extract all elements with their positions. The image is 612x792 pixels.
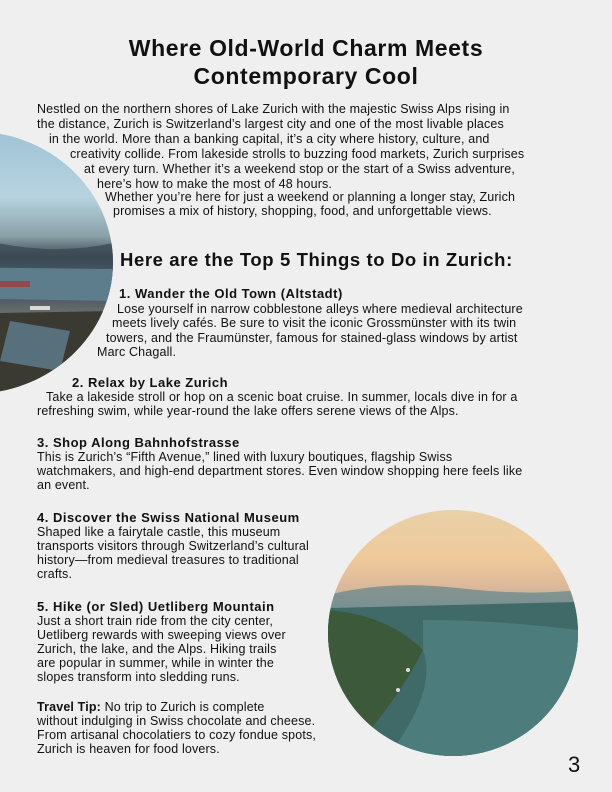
intro-line: Whether you’re here for just a weekend or planning a longer stay, Zurich bbox=[105, 190, 516, 204]
item-heading: 1. Wander the Old Town (Altstadt) bbox=[119, 286, 343, 301]
tip-label: Travel Tip: bbox=[37, 700, 101, 714]
item-line: This is Zurich’s “Fifth Avenue,” lined with luxury boutiques, flagship Swiss bbox=[37, 450, 453, 464]
intro-line: here’s how to make the most of 48 hours. bbox=[97, 177, 333, 191]
intro-line: at every turn. Whether it’s a weekend stop or the start of a Swiss adventure, bbox=[84, 162, 515, 176]
intro-line: creativity collide. From lakeside strolls to buzzing food markets, Zurich surprises bbox=[70, 147, 525, 161]
tip-line: Zurich is heaven for food lovers. bbox=[37, 742, 220, 756]
page-title bbox=[0, 34, 612, 90]
item-line: Lose yourself in narrow cobblestone alleys where medieval architecture bbox=[117, 302, 523, 316]
tip-line: without indulging in Swiss chocolate and cheese. bbox=[37, 714, 316, 728]
intro-line: the distance, Zurich is Switzerland’s largest city and one of the most livable places bbox=[37, 117, 504, 131]
item-line: Shaped like a fairytale castle, this museum bbox=[37, 525, 281, 539]
item-line: meets lively cafés. Be sure to visit the iconic Grossmünster with its twin bbox=[112, 316, 517, 330]
item-line: are popular in summer, while in winter the bbox=[37, 656, 274, 670]
photo-right-art bbox=[328, 510, 578, 756]
item-line: watchmakers, and high-end department stores. Even window shopping here feels like bbox=[37, 464, 523, 478]
intro-line: in the world. More than a banking capital, it’s a city where history, culture, and bbox=[49, 132, 490, 146]
title-line-2: Contemporary Cool bbox=[193, 63, 419, 89]
tip-first-text: No trip to Zurich is complete bbox=[100, 700, 265, 714]
item-line: Zurich, the lake, and the Alps. Hiking trails bbox=[37, 642, 277, 656]
item-line: refreshing swim, while year-round the lake offers serene views of the Alps. bbox=[37, 404, 459, 418]
item-line: slopes transform into sledding runs. bbox=[37, 670, 240, 684]
item-heading: 2. Relax by Lake Zurich bbox=[72, 375, 229, 390]
zurich-sunset-aerial-photo-right bbox=[328, 510, 578, 756]
item-heading: 5. Hike (or Sled) Uetliberg Mountain bbox=[37, 599, 275, 614]
intro-line: promises a mix of history, shopping, food, and unforgettable views. bbox=[113, 204, 492, 218]
title-line-1: Where Old-World Charm Meets bbox=[128, 35, 484, 61]
item-line: history—from medieval treasures to traditional bbox=[37, 553, 299, 567]
section-heading: Here are the Top 5 Things to Do in Zurich: bbox=[120, 249, 513, 270]
item-line: Marc Chagall. bbox=[97, 345, 177, 359]
tip-line: From artisanal chocolatiers to cozy fondue spots, bbox=[37, 728, 317, 742]
item-line: towers, and the Fraumünster, famous for stained-glass windows by artist bbox=[106, 331, 518, 345]
item-line: Take a lakeside stroll or hop on a scenic boat cruise. In summer, locals dive in for a bbox=[46, 390, 518, 404]
item-line: Just a short train ride from the city center, bbox=[37, 614, 274, 628]
item-line: crafts. bbox=[37, 567, 73, 581]
item-heading: 3. Shop Along Bahnhofstrasse bbox=[37, 435, 240, 450]
intro-line: Nestled on the northern shores of Lake Zurich with the majestic Swiss Alps rising in bbox=[37, 102, 510, 116]
item-line: an event. bbox=[37, 478, 90, 492]
tip-first-line bbox=[37, 700, 265, 715]
item-heading: 4. Discover the Swiss National Museum bbox=[37, 510, 300, 525]
page-number: 3 bbox=[568, 752, 581, 777]
item-line: Uetliberg rewards with sweeping views over bbox=[37, 628, 286, 642]
item-line: transports visitors through Switzerland’s cultural bbox=[37, 539, 309, 553]
